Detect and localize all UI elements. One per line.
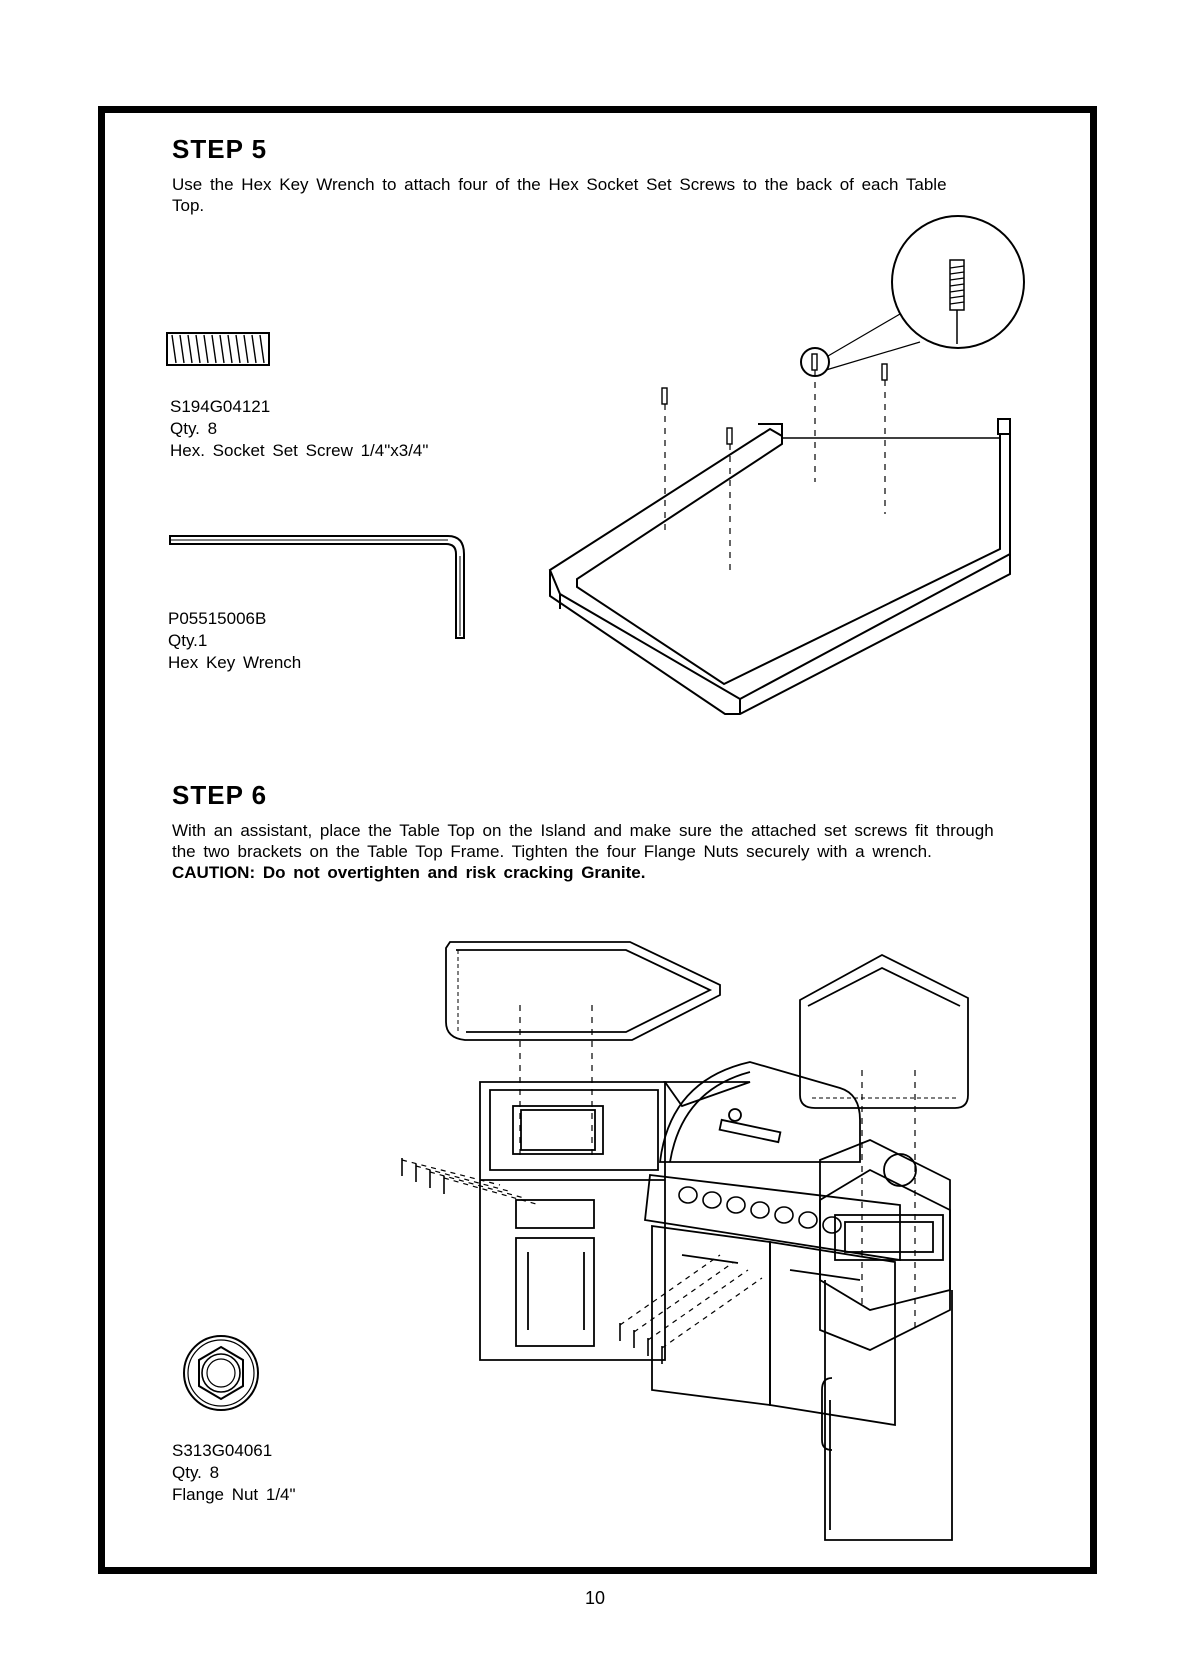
step5-part-screw [170,396,428,462]
part-name: Flange Nut 1/4" [172,1485,296,1504]
part-name: Hex Key Wrench [168,653,302,672]
page-number: 10 [584,1588,606,1608]
step6-title: STEP 6 [172,780,268,810]
step5-title: STEP 5 [172,134,268,164]
step5-instruction: Use the Hex Key Wrench to attach four of the Hex Socket Set Screws to the back of each Table Top. [172,175,947,215]
part-qty: Qty. 8 [170,419,218,438]
step6-instruction [172,820,1002,883]
part-number: S194G04121 [170,397,271,416]
set-screw-icon [166,332,270,366]
step6-instruction-text: With an assistant, place the Table Top on the Island and make sure the attached set screws fit through the two brackets on the Table Top Frame. Tighten the four Flange Nuts securely with a wrench. [172,821,994,861]
part-number: S313G04061 [172,1441,273,1460]
part-number: P05515006B [168,609,267,628]
step5-part-wrench [168,608,301,674]
part-name: Hex. Socket Set Screw 1/4"x3/4" [170,441,429,460]
island-grill-diagram [420,930,980,1550]
table-top-screw-diagram [540,214,1030,734]
step6-caution: CAUTION: Do not overtighten and risk cracking Granite. [172,863,646,882]
flange-nut-icon [182,1334,260,1412]
part-qty: Qty.1 [168,631,208,650]
step6-part-flange-nut [172,1440,296,1506]
part-qty: Qty. 8 [172,1463,220,1482]
